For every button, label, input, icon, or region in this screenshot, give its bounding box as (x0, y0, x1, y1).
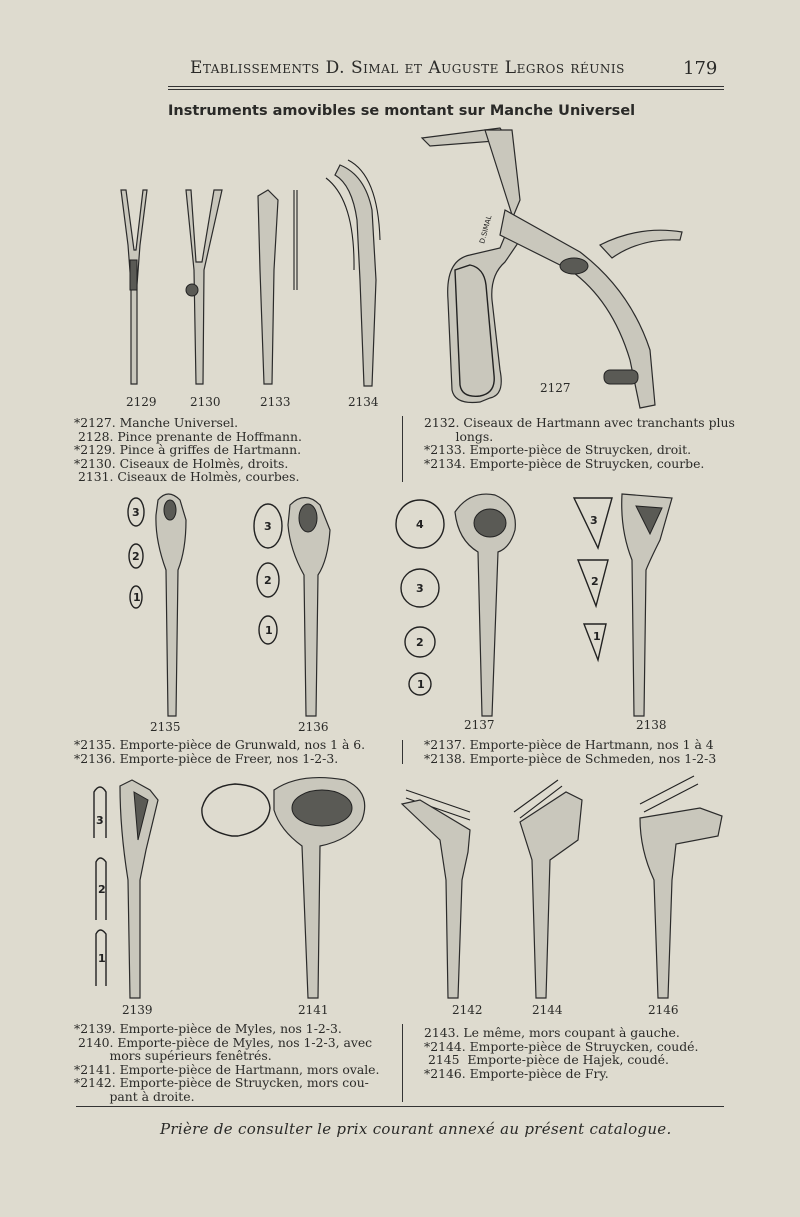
svg-text:2: 2 (132, 550, 140, 563)
figure-number-2142: 2142 (452, 1003, 483, 1017)
running-header: Etablissements D. Simal et Auguste Legros réunis (190, 58, 625, 78)
svg-text:3: 3 (96, 814, 104, 827)
instrument-2137-illustration (396, 494, 515, 716)
figure-number-2137: 2137 (464, 718, 495, 732)
caption-block-1-left: *2127. Manche Universel. 2128. Pince prenante de Hoffmann. *2129. Pince à griffes de Hartmann. *2130. Ciseaux de Holmès, droits. 2131. Ciseaux de Holmès, courbes. (74, 415, 302, 485)
instrument-2130-illustration (186, 190, 222, 384)
svg-text:1: 1 (417, 678, 425, 691)
figure-number-2146: 2146 (648, 1003, 679, 1017)
svg-text:1: 1 (593, 630, 601, 643)
svg-text:3: 3 (132, 506, 140, 519)
section-title: Instruments amovibles se montant sur Manche Universel (168, 103, 636, 119)
figure-number-2127: 2127 (540, 381, 571, 395)
figure-number-2141: 2141 (298, 1003, 329, 1017)
caption-block-3-right: 2143. Le même, mors coupant à gauche. *2144. Emporte-pièce de Struycken, coudé. 2145 Emporte-pièce de Hajek, coudé. *2146. Emporte-pièce de Fry. (424, 1025, 699, 1081)
svg-text:2: 2 (98, 883, 106, 896)
instrument-2139-illustration (94, 780, 158, 998)
svg-text:2: 2 (416, 636, 424, 649)
svg-text:3: 3 (264, 520, 272, 533)
svg-text:1: 1 (133, 591, 141, 604)
caption-block-3-left: *2139. Emporte-pièce de Myles, nos 1-2-3. 2140. Emporte-pièce de Myles, nos 1-2-3, avec mors supérieurs fenêtrés. *2141. Emporte-pièce de Hartmann, mors ovale. *2142. Emporte-pièce de Struycken, mors cou- pant à droite. (74, 1021, 380, 1104)
instrument-2142-illustration (402, 790, 470, 998)
figure-number-2134: 2134 (348, 395, 379, 409)
figure-number-2133: 2133 (260, 395, 291, 409)
svg-text:1: 1 (98, 952, 106, 965)
figure-number-2129: 2129 (126, 395, 157, 409)
instrument-2135-illustration (128, 494, 186, 716)
handle-engraving: D.SIMAL (478, 214, 494, 245)
caption-block-2-left: *2135. Emporte-pièce de Grunwald, nos 1 à 6. *2136. Emporte-pièce de Freer, nos 1-2-3. (74, 737, 366, 766)
instrument-2141-illustration (202, 778, 365, 998)
caption-separator-1 (402, 416, 403, 482)
caption-separator-3 (402, 1024, 403, 1102)
footer-rule (76, 1106, 724, 1107)
instrument-2127-handle-illustration (422, 128, 682, 408)
svg-text:4: 4 (416, 518, 424, 531)
instrument-2129-illustration (121, 190, 147, 384)
page-number: 179 (683, 58, 718, 79)
instrument-2144-illustration (514, 780, 582, 998)
svg-text:3: 3 (590, 514, 598, 527)
figure-number-2136: 2136 (298, 720, 329, 734)
instrument-2133-illustration (258, 190, 297, 384)
figure-number-2130: 2130 (190, 395, 221, 409)
instrument-2138-illustration (574, 494, 672, 716)
svg-text:2: 2 (591, 575, 599, 588)
footer-note: Prière de consulter le prix courant annexé au présent catalogue. (160, 1120, 672, 1138)
instrument-2136-illustration (254, 498, 330, 717)
svg-text:3: 3 (416, 582, 424, 595)
figure-number-2138: 2138 (636, 718, 667, 732)
caption-block-2-right: *2137. Emporte-pièce de Hartmann, nos 1 à 4 *2138. Emporte-pièce de Schmeden, nos 1-2-3 (424, 737, 717, 766)
svg-text:1: 1 (265, 624, 273, 637)
caption-block-1-right: 2132. Ciseaux de Hartmann avec tranchants plus longs. *2133. Emporte-pièce de Struycken, droit. *2134. Emporte-pièce de Struycken, courbe. (424, 415, 735, 471)
figure-number-2144: 2144 (532, 1003, 563, 1017)
caption-separator-2 (402, 740, 403, 764)
instrument-2134-illustration (326, 160, 380, 386)
figure-number-2135: 2135 (150, 720, 181, 734)
instrument-2146-illustration (640, 776, 722, 998)
figure-number-2139: 2139 (122, 1003, 153, 1017)
svg-text:2: 2 (264, 574, 272, 587)
